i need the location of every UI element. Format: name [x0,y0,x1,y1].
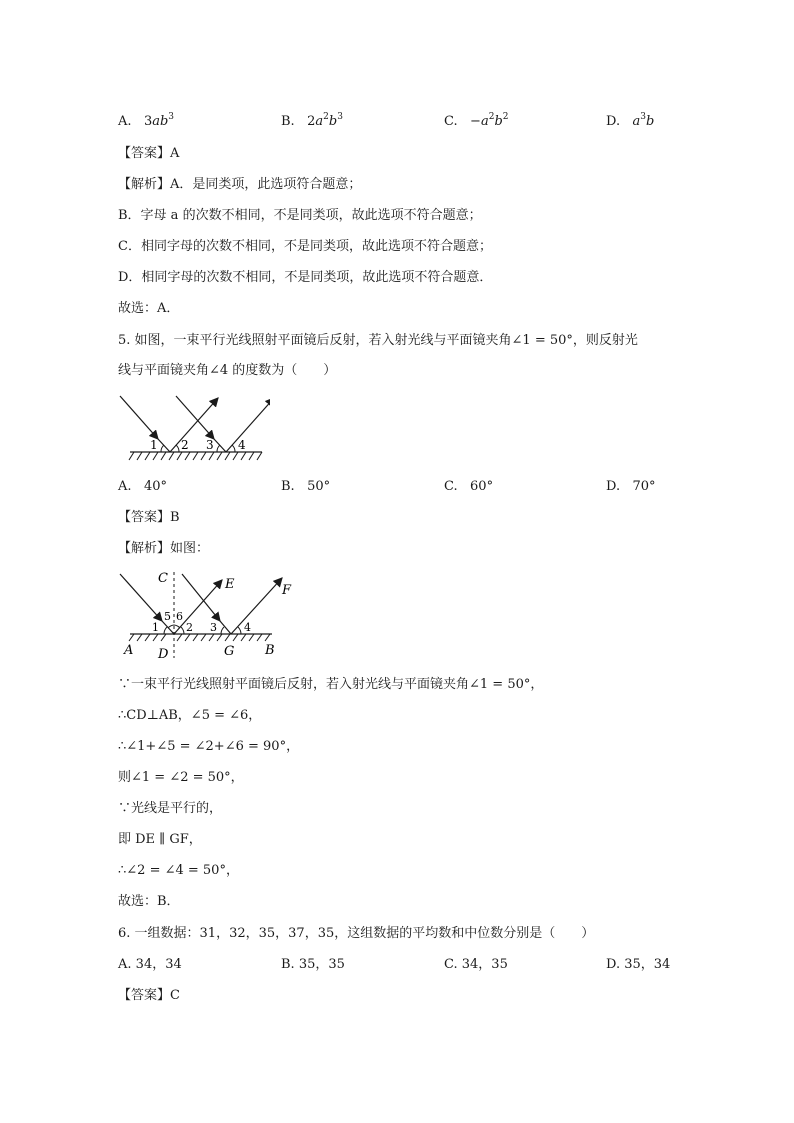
q5-option-a-text: 40° [143,479,167,494]
fig2-angle-label: 4 [244,621,251,634]
q4-option-c [444,108,509,131]
q6-option-b [281,956,345,974]
q5-step: 则∠1 = ∠2 = 50°， [118,770,244,785]
q5-option-d-letter: D. [606,479,621,494]
q5-step: ∴∠2 = ∠4 = 50°， [118,863,239,878]
q6-option-b-text: 35，35 [298,957,345,972]
fig1-angle-label: 4 [238,438,246,452]
q5-option-d [606,478,656,496]
q6-option-a [118,956,182,974]
q4-option-c-coef: − [470,114,481,129]
q6-answer: 【答案】C [118,988,180,1003]
q6-option-c [444,956,508,974]
q4-option-b-letter: B. [281,114,295,129]
q4-option-a [118,108,174,131]
q4-option-c-letter: C. [444,114,458,129]
q6-option-d-letter: D. [606,957,621,972]
q5-option-c [444,478,493,496]
q5-step: 即 DE ∥ GF， [118,832,202,847]
fig2-label-b: B [265,643,275,658]
fig1-angle-label: 3 [206,438,214,452]
q4-option-d-letter: D. [606,114,621,129]
q4-analysis-line: D．相同字母的次数不相同，不是同类项，故此选项不符合题意． [118,270,493,285]
q4-option-a-coef: 3 [143,114,153,129]
q4-analysis-line: 【解析】A．是同类项，此选项符合题意； [118,177,362,192]
q5-stem-line2: 线与平面镜夹角∠4 的度数为（ ） [118,363,337,378]
q5-analysis-intro: 【解析】如图： [118,541,210,556]
fig1-angle-label: 1 [150,438,158,452]
q5-option-c-letter: C. [444,479,458,494]
q6-option-c-letter: C. [444,957,458,972]
q4-option-b-expr: $a^2b^3$ [315,112,343,129]
fig2-label-d: D [158,647,169,662]
q5-stem-line1: 5. 如图，一束平行光线照射平面镜后反射，若入射光线与平面镜夹角∠1 = 50°，则反射光 [118,333,638,348]
q5-answer: 【答案】B [118,510,180,525]
q5-option-d-text: 70° [632,479,656,494]
q4-analysis-line: B．字母 a 的次数不相同，不是同类项，故此选项不符合题意； [118,208,482,223]
q4-option-b [281,108,343,131]
fig1-angle-label: 2 [181,438,189,452]
q6-option-d [606,956,670,974]
fig2-label-g: G [224,644,235,659]
q5-option-b [281,478,330,496]
q6-option-a-text: 34，34 [135,957,182,972]
q4-option-d-expr: $a^3b$ [632,112,655,129]
q4-conclusion: 故选：A． [118,301,180,316]
q5-step: ∵一束平行光线照射平面镜后反射，若入射光线与平面镜夹角∠1 = 50°， [118,677,544,692]
q5-option-a [118,478,167,496]
fig2-angle-label: 1 [152,621,159,634]
q5-step: ∴∠1+∠5 = ∠2+∠6 = 90°， [118,739,300,754]
q4-option-a-expr: $ab^3$ [152,112,175,129]
q5-step: ∵光线是平行的， [118,801,223,816]
q4-option-d [606,108,654,131]
q5-option-b-text: 50° [307,479,331,494]
fig2-angle-label: 3 [210,621,217,634]
fig2-angle-label: 2 [186,621,193,634]
fig2-angle-label: 6 [176,610,183,623]
q4-option-c-expr: $a^2b^2$ [480,112,509,129]
q4-answer: 【答案】A [118,146,180,161]
q5-conclusion: 故选：B． [118,894,180,909]
q5-option-c-text: 60° [470,479,494,494]
q5-option-b-letter: B. [281,479,295,494]
q5-mirror-figure [110,390,270,470]
q5-analysis-figure [110,566,310,662]
fig2-label-c: C [158,571,168,586]
q6-option-c-text: 34，35 [461,957,508,972]
fig2-label-e: E [225,577,235,592]
fig2-label-a: A [124,643,134,658]
fig2-label-f: F [282,583,292,598]
q6-stem: 6. 一组数据：31，32，35，37，35，这组数据的平均数和中位数分别是（ ） [118,926,595,941]
q6-option-d-text: 35，34 [624,957,671,972]
fig2-angle-label: 5 [164,610,171,623]
q6-option-b-letter: B. [281,957,295,972]
q5-step: ∴CD⊥AB，∠5 = ∠6， [118,708,262,723]
q4-analysis-line: C．相同字母的次数不相同，不是同类项，故此选项不符合题意； [118,239,492,254]
q4-option-a-letter: A. [118,114,132,129]
q5-option-a-letter: A. [118,479,132,494]
q6-option-a-letter: A. [118,957,132,972]
q4-option-b-coef: 2 [307,114,316,129]
